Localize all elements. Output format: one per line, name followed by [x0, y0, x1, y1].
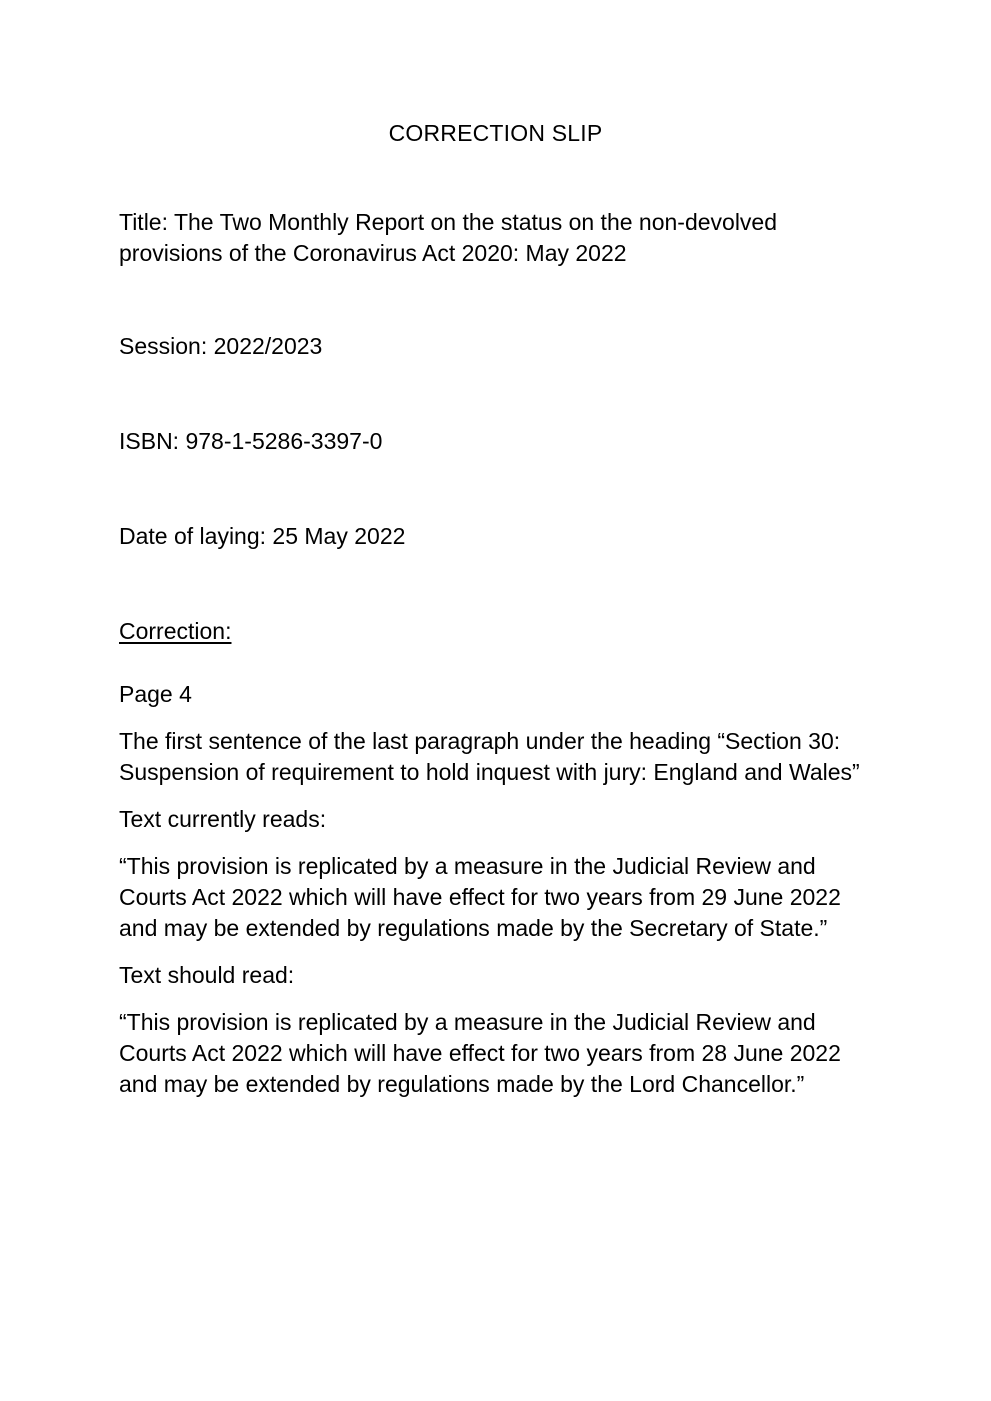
current-text-label: Text currently reads: [119, 806, 327, 832]
metadata-date-of-laying: Date of laying: 25 May 2022 [119, 523, 406, 549]
metadata-isbn: ISBN: 978-1-5286-3397-0 [119, 428, 383, 454]
correction-heading-row [119, 616, 867, 663]
document-body [119, 207, 867, 1116]
correction-section [119, 616, 867, 1100]
current-text-quote: “This provision is replicated by a measure in the Judicial Review and Courts Act 2022 which will have effect for two years from 29 June 2022 and may be extended by regulations made by the Secretary of State.” [119, 853, 841, 941]
correction-location-description: The first sentence of the last paragraph under the heading “Section 30: Suspension of requirement to hold inquest with jury: England and Wales” [119, 728, 860, 785]
page-title: CORRECTION SLIP [388, 120, 603, 146]
correction-heading: Correction: [119, 618, 232, 644]
correction-page-reference: Page 4 [119, 681, 192, 707]
corrected-text-label: Text should read: [119, 962, 295, 988]
metadata-session: Session: 2022/2023 [119, 333, 323, 359]
metadata-block [119, 207, 867, 552]
metadata-title: Title: The Two Monthly Report on the status on the non-devolved provisions of the Coronavirus Act 2020: May 2022 [119, 209, 778, 266]
corrected-text-quote: “This provision is replicated by a measure in the Judicial Review and Courts Act 2022 which will have effect for two years from 28 June 2022 and may be extended by regulations made by the Lord Chancellor.” [119, 1009, 841, 1097]
